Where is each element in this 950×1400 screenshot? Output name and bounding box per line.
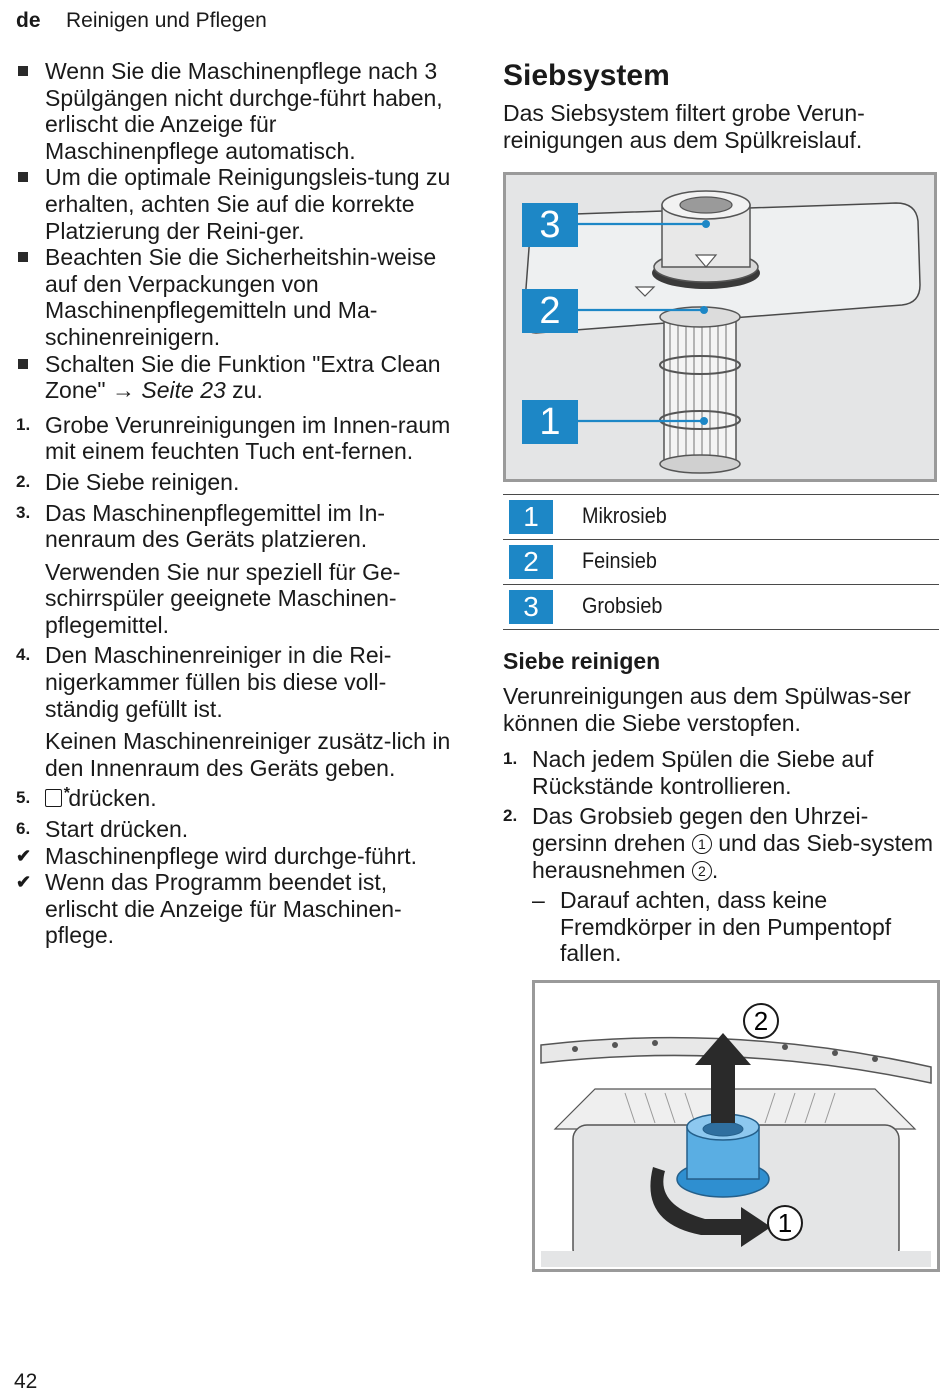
- remove-filter-figure: [532, 980, 940, 1272]
- result-item: ✔ Wenn das Programm beendet ist, erlischt die Anzeige für Maschinen-pflege.: [16, 869, 402, 949]
- step-note: Keinen Maschinenreiniger zusätz-lich in den Innenraum des Geräts geben.: [45, 728, 451, 781]
- step-note: Verwenden Sie nur speziell für Ge-schirrspüler geeignete Maschinen-pflegemittel.: [45, 558, 401, 638]
- legend-row: [503, 494, 939, 539]
- callout-2: 2: [539, 290, 561, 332]
- language-code: de: [16, 9, 41, 32]
- legend-number: 1: [509, 500, 553, 534]
- bullet-item: Wenn Sie die Maschinenpflege nach 3 Spülgängen nicht durchge-führt haben, erlischt die Anzeige für Maschinenpflege automatisch.: [16, 58, 456, 164]
- legend-number: 3: [509, 590, 553, 624]
- arrow-icon: →: [111, 377, 135, 404]
- page-number: 42: [14, 1370, 38, 1393]
- section-title: Reinigen und Pflegen: [66, 9, 267, 32]
- step-item: 1. Grobe Verunreinigungen im Innen-raum mit einem feuchten Tuch ent-fernen.: [16, 411, 451, 465]
- square-bullet-icon: [18, 359, 28, 369]
- subsection-intro: Verunreinigungen aus dem Spülwas-ser können die Siebe verstopfen.: [503, 683, 911, 736]
- legend-row: [503, 539, 939, 584]
- intro-paragraph: Das Siebsystem filtert grobe Verun-reinigungen aus dem Spülkreislauf.: [503, 100, 865, 153]
- dash-item: – Darauf achten, dass keine Fremdkörper in den Pumpentopf fallen.: [532, 887, 892, 967]
- section-heading: Siebsystem: [503, 59, 670, 92]
- legend-label: Grobsieb: [582, 593, 663, 618]
- step-item: 2. Das Grobsieb gegen den Uhrzei-gersinn drehen 1 und das Sieb-system herausnehmen 2 .: [503, 803, 934, 883]
- left-column: [16, 58, 456, 949]
- step-item: 1. Nach jedem Spülen die Siebe auf Rückstände kontrollieren.: [503, 746, 874, 799]
- checkmark-icon: ✔: [16, 872, 32, 893]
- step-item: 4. Den Maschinenreiniger in die Rei-nigerkammer füllen bis diese voll-ständig gefüllt ist.: [16, 642, 392, 722]
- filter-system-illustration: [506, 175, 934, 479]
- result-item: ✔ Maschinenpflege wird durchge-führt.: [16, 842, 418, 869]
- legend-table: [503, 494, 939, 630]
- square-bullet-icon: [18, 66, 28, 76]
- right-column-top: [503, 58, 943, 153]
- remove-filter-illustration: [535, 983, 937, 1269]
- step-item: 2. Die Siebe reinigen.: [16, 468, 240, 495]
- callout-2: 2: [753, 1006, 769, 1036]
- checkmark-icon: ✔: [16, 845, 32, 866]
- bullet-item: Schalten Sie die Funktion "Extra Clean Zone" → Seite 23 zu.: [16, 351, 456, 404]
- callout-1: 1: [777, 1208, 793, 1238]
- square-bullet-icon: [18, 172, 28, 182]
- bullet-item: Um die optimale Reinigungsleis-tung zu erhalten, achten Sie auf die korrekte Platzierung der Reini-ger.: [16, 164, 456, 244]
- callout-3: 3: [539, 204, 561, 246]
- legend-label: Mikrosieb: [582, 503, 667, 528]
- start-key-label: Start: [45, 816, 94, 843]
- step-item: 5. * drücken.: [16, 785, 456, 812]
- legend-number: 2: [509, 545, 553, 579]
- right-column-bottom: [503, 647, 943, 967]
- square-bullet-icon: [18, 252, 28, 262]
- machine-care-program-icon: [45, 789, 62, 807]
- bullet-item: Beachten Sie die Sicherheitshin-weise auf den Verpackungen von Maschinenpflegemitteln und Ma-schinenreinigern.: [16, 244, 456, 350]
- subsection-heading: Siebe reinigen: [503, 648, 661, 674]
- page-link[interactable]: Seite 23: [141, 377, 226, 404]
- circled-number: 1: [692, 834, 712, 854]
- legend-label: Feinsieb: [582, 548, 657, 573]
- filter-system-figure: [503, 172, 937, 482]
- callout-1: 1: [539, 401, 561, 443]
- step-item: 3. Das Maschinenpflegemittel im In-nenraum des Geräts platzieren.: [16, 499, 386, 553]
- legend-row: [503, 584, 939, 630]
- step-item: 6. Start drücken.: [16, 816, 189, 843]
- circled-number: 2: [692, 861, 712, 881]
